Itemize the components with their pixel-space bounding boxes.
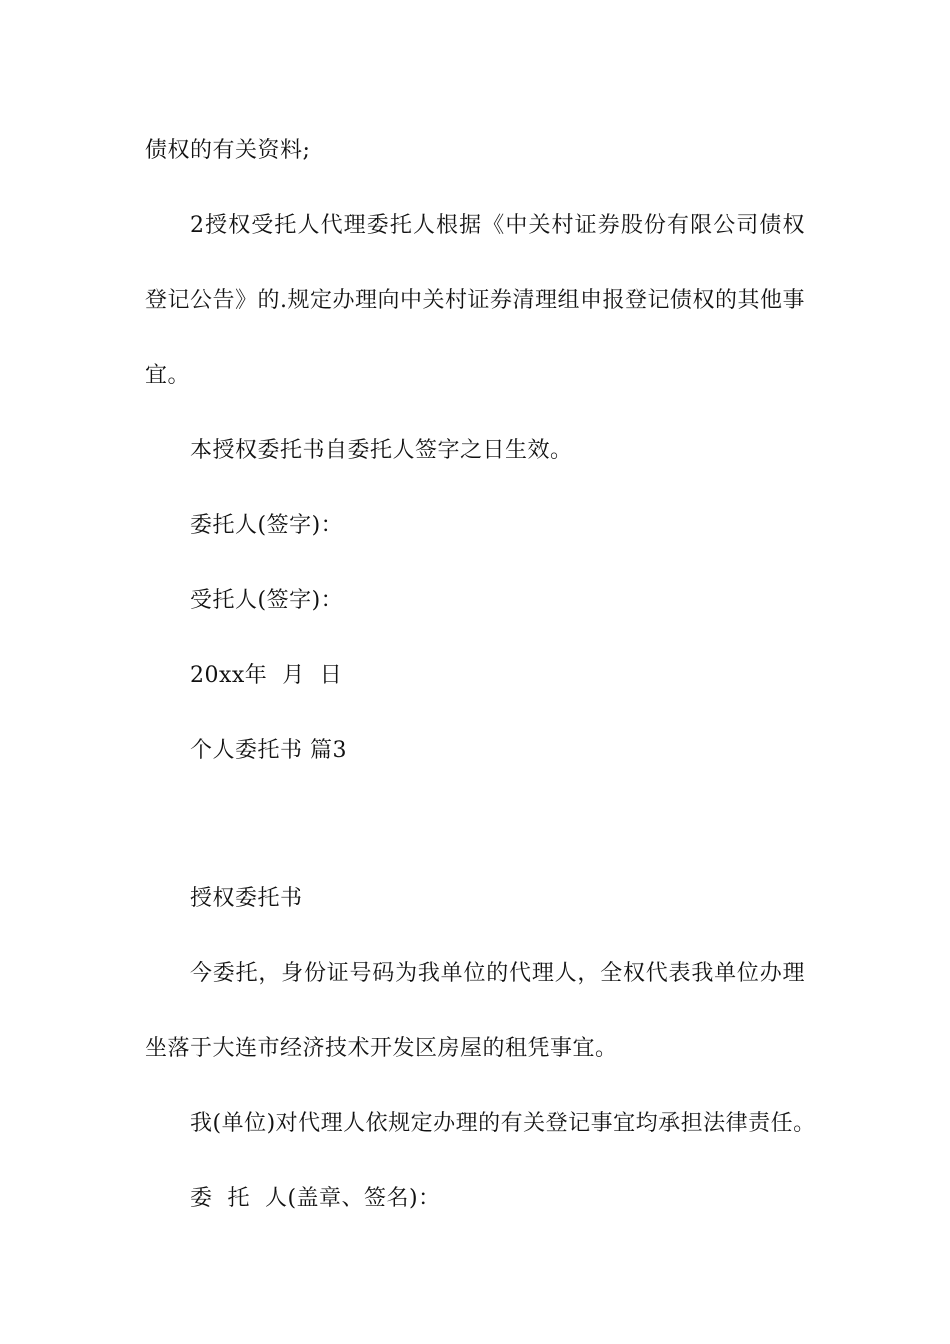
signature-line-principal: 委托人(签字)：: [190, 513, 344, 538]
signature-line-seal: 委 托 人(盖章、签名)：: [190, 1186, 441, 1211]
paragraph-line: 本授权委托书自委托人签字之日生效。: [190, 438, 573, 463]
section-title: 个人委托书 篇3: [190, 738, 347, 763]
paragraph-line: 今委托，身份证号码为我单位的代理人，全权代表我单位办理: [190, 961, 805, 986]
date-line: 20xx年 月 日: [190, 663, 343, 688]
paragraph-line: 2授权受托人代理委托人根据《中关村证券股份有限公司债权: [190, 213, 805, 238]
signature-line-agent: 受托人(签字)：: [190, 588, 344, 613]
paragraph-line: 债权的有关资料;: [145, 138, 311, 163]
paragraph-line: 坐落于大连市经济技术开发区房屋的租凭事宜。: [145, 1036, 618, 1061]
paragraph-line: 登记公告》的.规定办理向中关村证券清理组申报登记债权的其他事: [145, 288, 805, 313]
paragraph-line: 我(单位)对代理人依规定办理的有关登记事宜均承担法律责任。: [190, 1111, 816, 1136]
paragraph-line: 宜。: [145, 363, 191, 388]
document-title: 授权委托书: [190, 886, 303, 911]
